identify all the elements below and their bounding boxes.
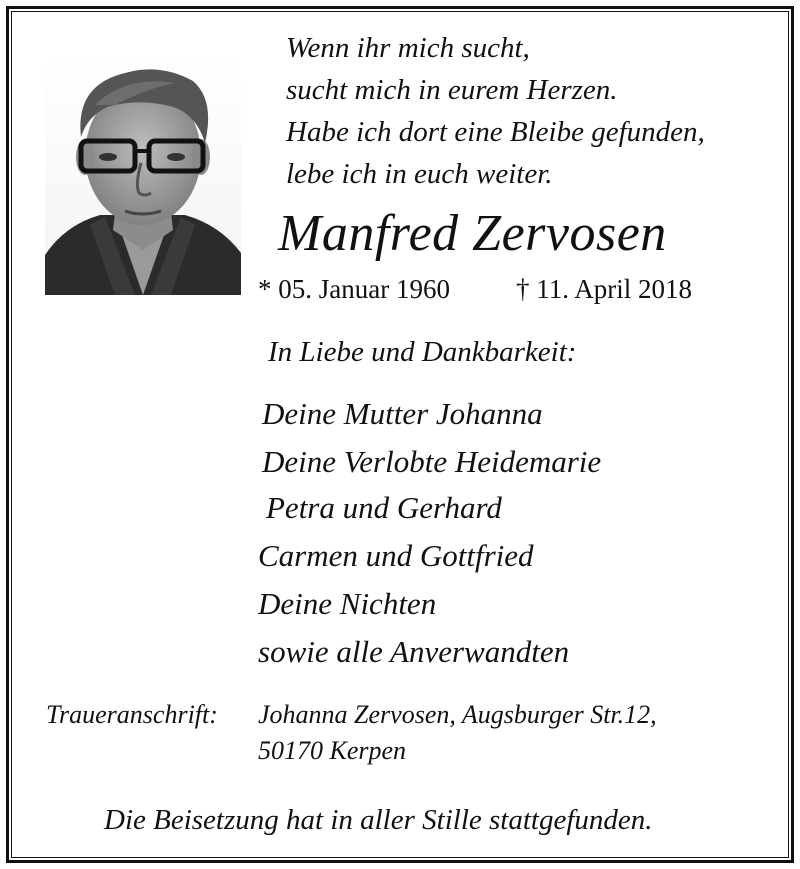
mourner-2: Deine Verlobte Heidemarie bbox=[262, 444, 602, 479]
address-label: Traueranschrift: bbox=[46, 700, 218, 729]
portrait-photo bbox=[45, 55, 241, 295]
deceased-name: Manfred Zervosen bbox=[278, 205, 667, 262]
poem-line-2: sucht mich in eurem Herzen. bbox=[286, 74, 618, 106]
birth-date: * 05. Januar 1960 bbox=[258, 274, 450, 304]
dedication-line: In Liebe und Dankbarkeit: bbox=[268, 336, 577, 368]
poem-line-3: Habe ich dort eine Bleibe gefunden, bbox=[286, 116, 705, 148]
poem-line-4: lebe ich in euch weiter. bbox=[286, 158, 553, 190]
mourner-4: Carmen und Gottfried bbox=[258, 538, 534, 573]
mourner-3: Petra und Gerhard bbox=[266, 490, 502, 525]
closing-note: Die Beisetzung hat in aller Stille stattgefunden. bbox=[104, 804, 653, 836]
address-line-1: Johanna Zervosen, Augsburger Str.12, bbox=[258, 700, 657, 729]
address-line-2: 50170 Kerpen bbox=[258, 736, 407, 765]
mourner-5: Deine Nichten bbox=[258, 586, 437, 621]
death-date: † 11. April 2018 bbox=[516, 274, 693, 304]
mourner-1: Deine Mutter Johanna bbox=[262, 396, 543, 431]
poem-line-1: Wenn ihr mich sucht, bbox=[286, 32, 530, 64]
mourner-6: sowie alle Anverwandten bbox=[258, 634, 570, 669]
